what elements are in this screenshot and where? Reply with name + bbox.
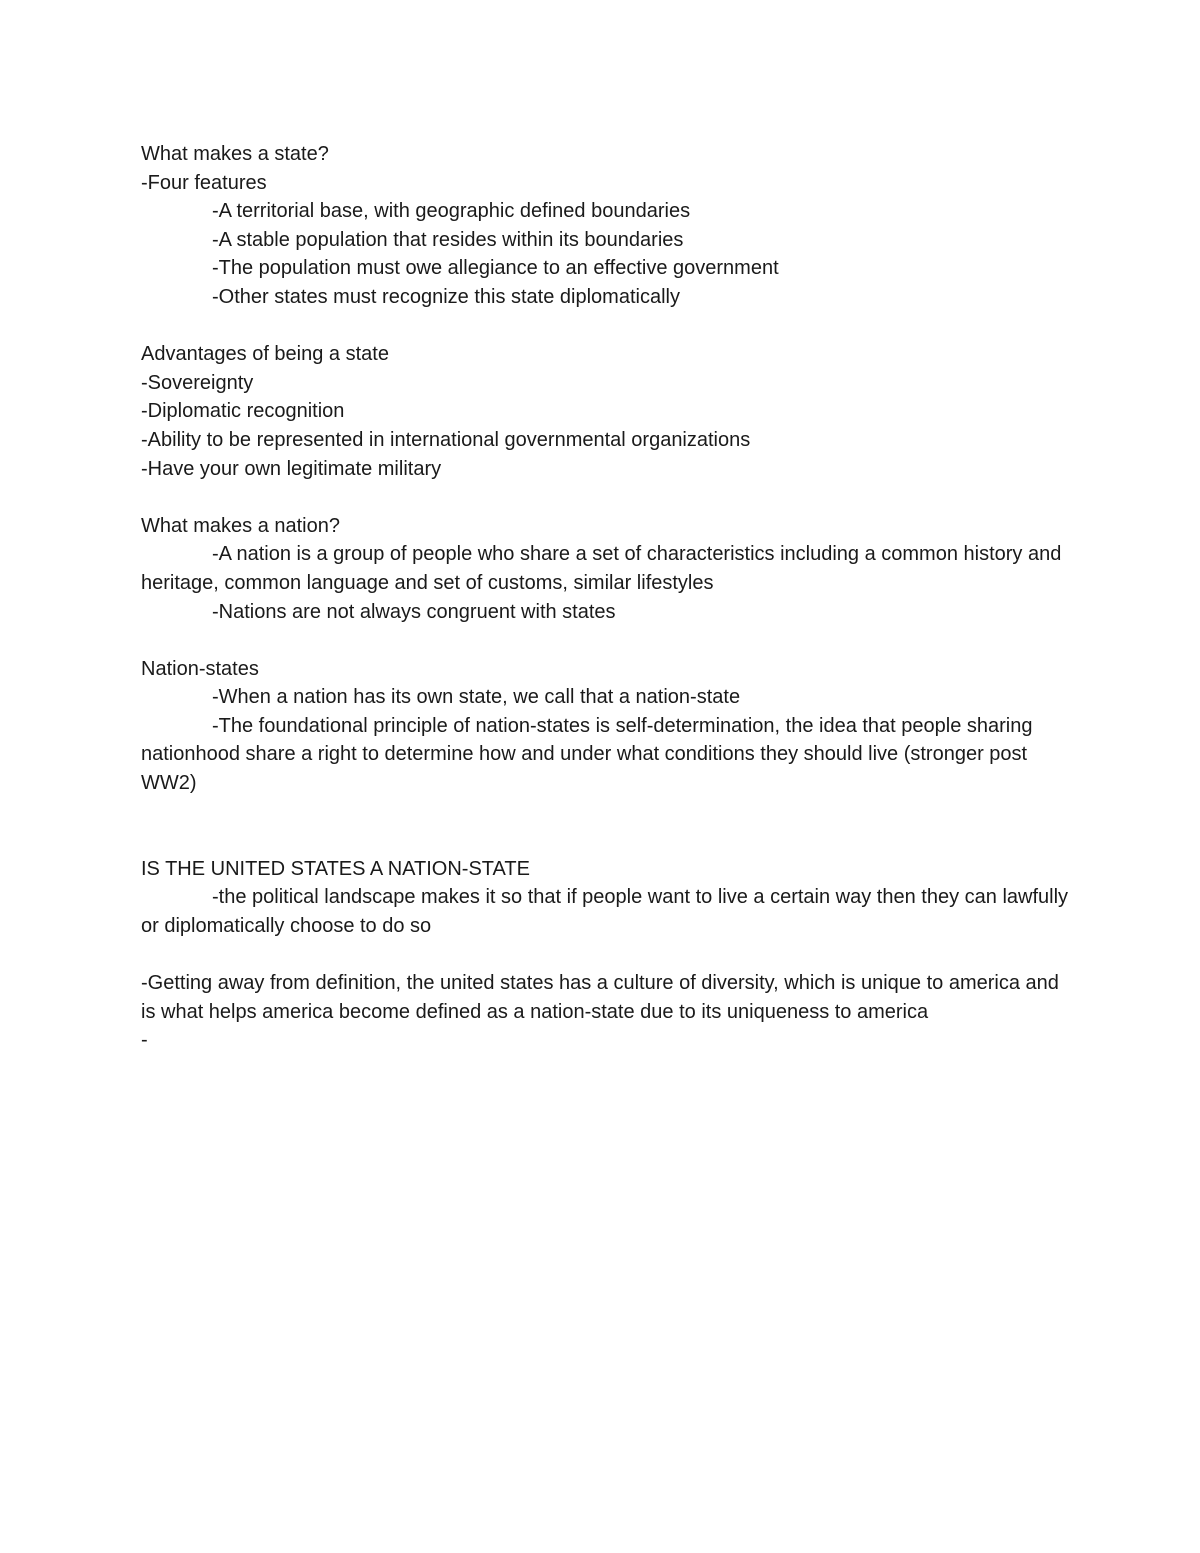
list-item: -Ability to be represented in international governmental organizations [141,428,751,451]
document-body [141,140,1071,1055]
list-item: -The population must owe allegiance to an effective government [212,257,779,280]
heading-nation-states: Nation-states [141,657,259,680]
list-item: -Nations are not always congruent with states [212,600,616,623]
list-item: -Other states must recognize this state diplomatically [212,285,680,308]
heading-what-makes-a-nation: What makes a nation? [141,514,340,537]
list-item: -Diplomatic recognition [141,400,345,423]
list-item: -A stable population that resides within its boundaries [212,228,684,251]
list-item: -Have your own legitimate military [141,457,442,480]
paragraph-culture-of-diversity: -Getting away from definition, the united states has a culture of diversity, which is unique to america and is what helps america become defined as a nation-state due to its uniqueness to america [141,972,1059,1023]
heading-advantages: Advantages of being a state [141,343,389,366]
trailing-dash: - [141,1029,148,1052]
spacer [141,626,1071,655]
list-item: -the political landscape makes it so that if people want to live a certain way then they can lawfully or diplomatically choose to do so [141,886,1069,938]
heading-is-us-nation-state: IS THE UNITED STATES A NATION-STATE [141,857,530,880]
spacer [141,483,1071,512]
spacer [141,941,1071,970]
heading-what-makes-a-state: What makes a state? [141,143,329,165]
list-item: -When a nation has its own state, we call that a nation-state [212,686,741,709]
list-item: -Sovereignty [141,371,254,394]
list-item: -The foundational principle of nation-states is self-determination, the idea that people sharing nationhood share a right to determine how and under what conditions they should live (stronger post WW2) [141,714,1033,795]
subheading-four-features: -Four features [141,171,267,194]
list-item: -A territorial base, with geographic defined boundaries [212,200,691,223]
spacer [141,312,1071,341]
list-item: -A nation is a group of people who share a set of characteristics including a common history and heritage, common language and set of customs, similar lifestyles [141,543,1062,594]
spacer [141,798,1071,855]
